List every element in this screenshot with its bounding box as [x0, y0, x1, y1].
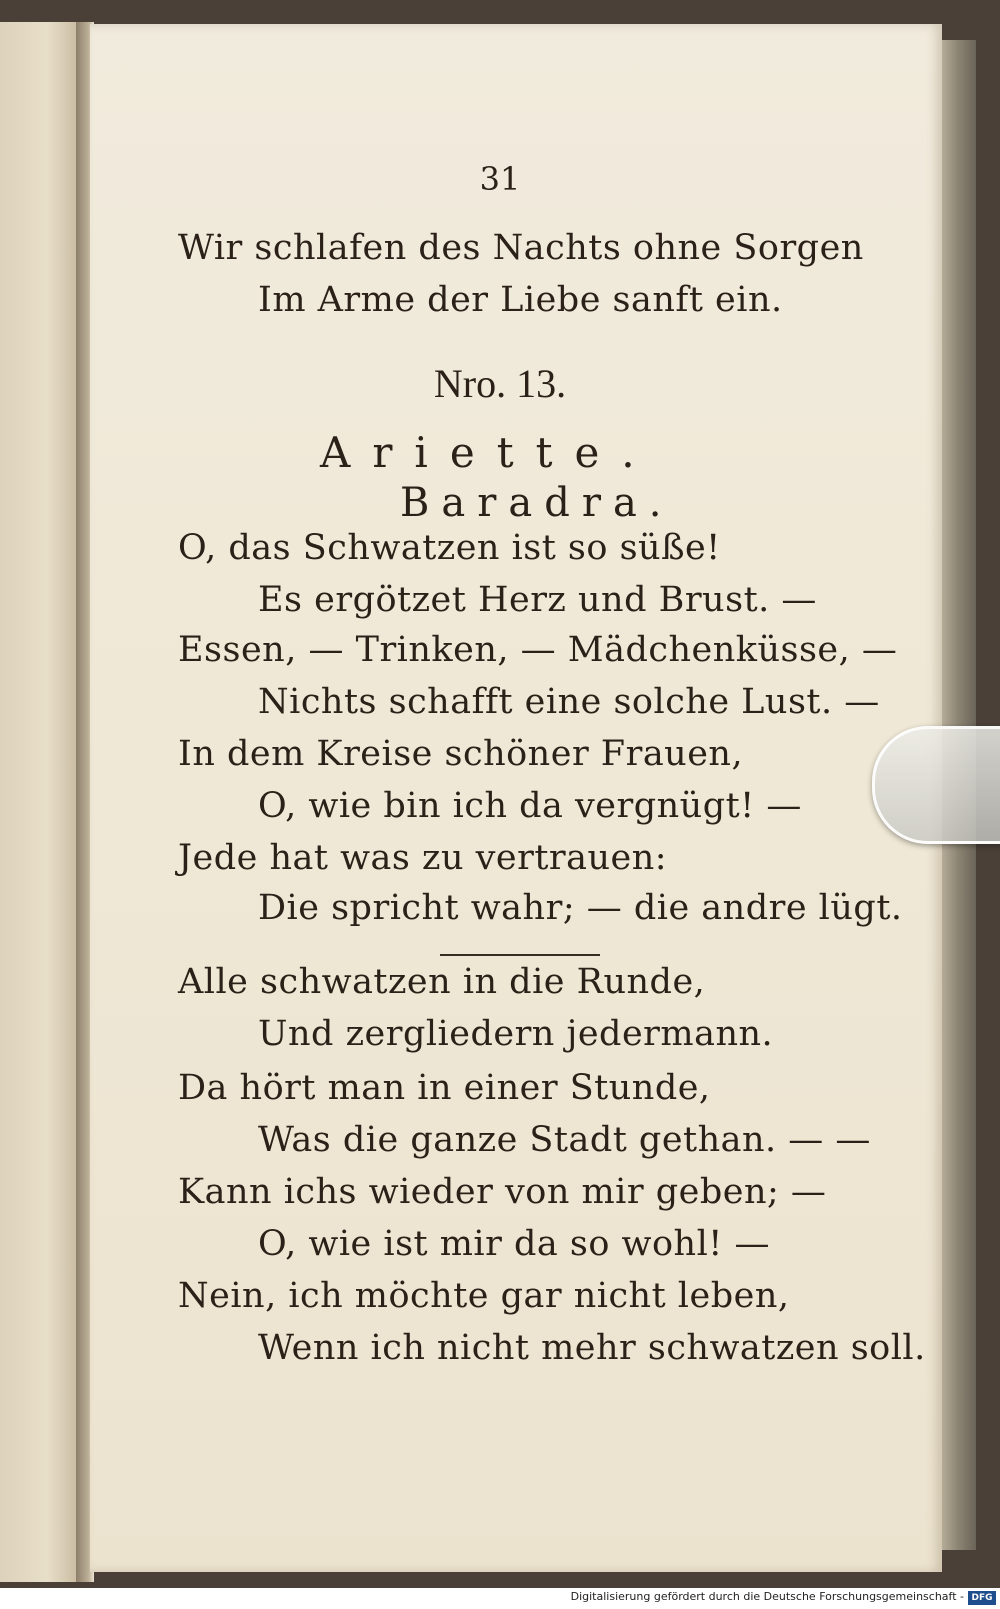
verse-line: Wir schlafen des Nachts ohne Sorgen	[178, 228, 864, 268]
verse-line: O, wie bin ich da vergnügt! —	[258, 786, 802, 826]
song-type-heading: Ariette.	[320, 428, 657, 477]
page-clip	[872, 726, 1000, 844]
verse-line: In dem Kreise schöner Frauen,	[178, 734, 744, 774]
dfg-logo: DFG	[968, 1591, 996, 1605]
verse-line: Im Arme der Liebe sanft ein.	[258, 280, 783, 320]
verse-line: Es ergötzet Herz und Brust. —	[258, 580, 817, 620]
verse-line: Alle schwatzen in die Runde,	[178, 962, 706, 1002]
verse-line: Da hört man in einer Stunde,	[178, 1068, 711, 1108]
verse-line: Wenn ich nicht mehr schwatzen soll.	[258, 1328, 926, 1368]
left-page-edge	[0, 22, 78, 1582]
footer-bar	[0, 1588, 1000, 1609]
verse-line: Essen, — Trinken, — Mädchenküsse, —	[178, 630, 898, 670]
verse-line: Nichts schafft eine solche Lust. —	[258, 682, 880, 722]
singer-heading: Baradra.	[400, 480, 674, 526]
footer-credit: Digitalisierung gefördert durch die Deutsche Forschungsgemeinschaft -	[570, 1590, 964, 1603]
verse-line: Nein, ich möchte gar nicht leben,	[178, 1276, 790, 1316]
verse-line: O, das Schwatzen ist so süße!	[178, 528, 721, 568]
stanza-divider	[440, 954, 600, 956]
verse-line: Was die ganze Stadt gethan. — —	[258, 1120, 871, 1160]
verse-line: Jede hat was zu vertrauen:	[178, 838, 668, 878]
verse-line: Die spricht wahr; — die andre lügt.	[258, 888, 903, 928]
verse-line: Kann ichs wieder von mir geben; —	[178, 1172, 827, 1212]
page-number: 31	[479, 160, 521, 198]
verse-line: O, wie ist mir da so wohl! —	[258, 1224, 770, 1264]
song-number-heading: Nro. 13.	[433, 361, 567, 406]
verse-line: Und zergliedern jedermann.	[258, 1014, 774, 1054]
